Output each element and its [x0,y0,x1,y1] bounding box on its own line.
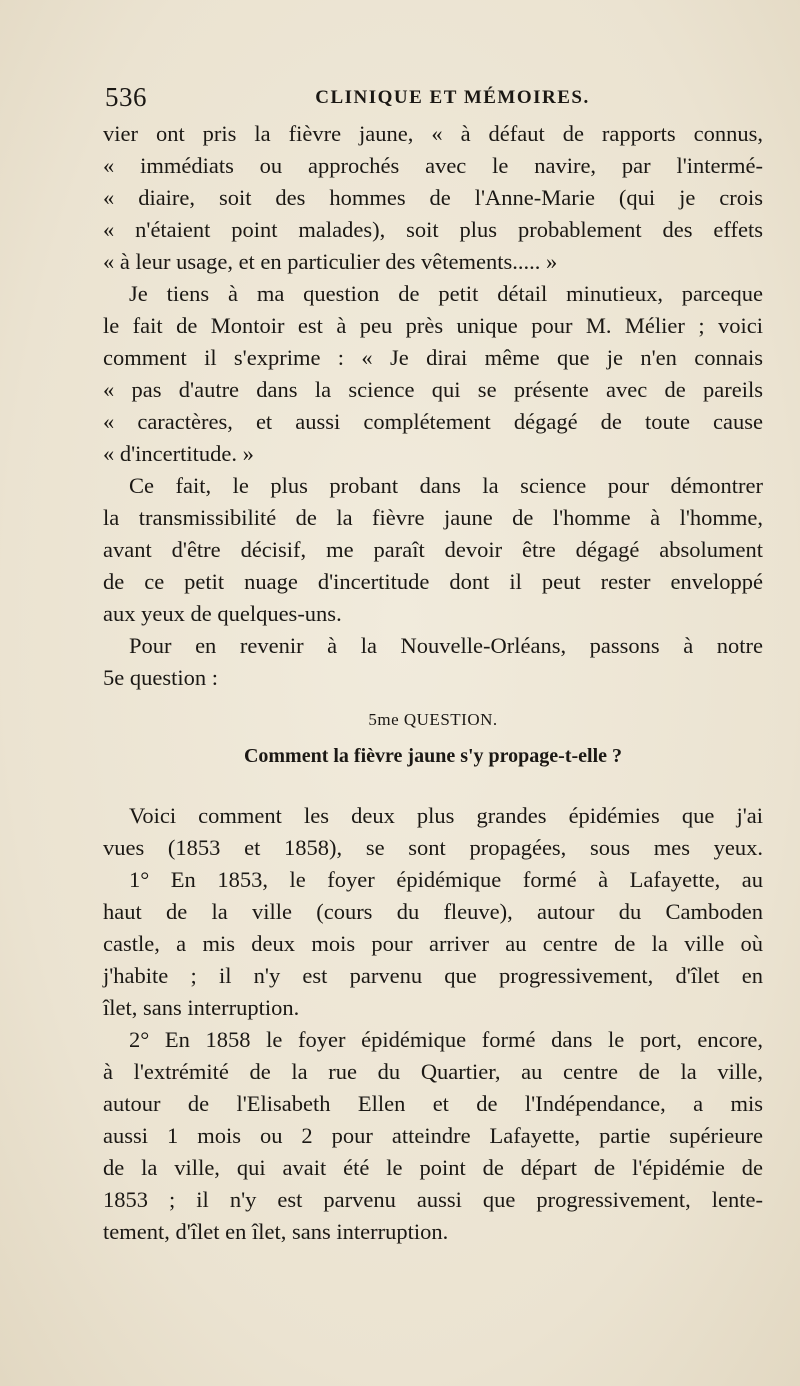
text-line: comment il s'exprime : « Je dirai même que je n'en connais [103,345,763,370]
text-line: autour de l'Elisabeth Ellen et de l'Indépendance, a mis [103,1091,763,1116]
text-line: îlet, sans interruption. [103,995,300,1020]
text-line: 5e question : [103,665,218,690]
text-line: de la ville, qui avait été le point de départ de l'épidémie de [103,1155,763,1180]
text-line: tement, d'îlet en îlet, sans interruption. [103,1219,449,1244]
question-title: Comment la fièvre jaune s'y propage-t-elle ? [243,745,623,767]
paragraph-start: Voici comment les deux plus grandes épidémies que j'ai [129,803,763,828]
text-line: vues (1853 et 1858), se sont propagées, sous mes yeux. [103,835,763,860]
text-line: « caractères, et aussi complétement dégagé de toute cause [103,409,763,434]
page-number: 536 [105,82,147,112]
page-header [105,82,760,116]
text-line: avant d'être décisif, me paraît devoir être dégagé absolument [103,537,763,562]
text-line: castle, a mis deux mois pour arriver au centre de la ville où [103,931,763,956]
paragraph-start: 2° En 1858 le foyer épidémique formé dans le port, encore, [129,1027,763,1052]
text-line: « à leur usage, et en particulier des vêtements..... » [103,249,558,274]
text-line: le fait de Montoir est à peu près unique pour M. Mélier ; voici [103,313,763,338]
text-line: 1853 ; il n'y est parvenu aussi que progressivement, lente- [103,1187,763,1212]
text-line: de ce petit nuage d'incertitude dont il peut rester enveloppé [103,569,763,594]
text-line: « pas d'autre dans la science qui se présente avec de pareils [103,377,763,402]
text-line: aux yeux de quelques-uns. [103,601,342,626]
text-line: à l'extrémité de la rue du Quartier, au centre de la ville, [103,1059,763,1084]
paragraph-start: Je tiens à ma question de petit détail minutieux, parceque [129,281,763,306]
text-line: vier ont pris la fièvre jaune, « à défaut de rapports connus, [103,121,763,146]
text-line: la transmissibilité de la fièvre jaune de l'homme à l'homme, [103,505,763,530]
text-line: aussi 1 mois ou 2 pour atteindre Lafayette, partie supérieure [103,1123,763,1148]
text-line: « immédiats ou approchés avec le navire, par l'intermé- [103,153,763,178]
text-line: « d'incertitude. » [103,441,254,466]
question-heading: 5me QUESTION. [368,710,498,729]
running-title: CLINIQUE ET MÉMOIRES. [315,87,590,108]
text-line: « n'étaient point malades), soit plus probablement des effets [103,217,763,242]
paragraph-start: Ce fait, le plus probant dans la science pour démontrer [129,473,763,498]
paragraph-start: Pour en revenir à la Nouvelle-Orléans, passons à notre [129,633,763,658]
text-line: « diaire, soit des hommes de l'Anne-Marie (qui je crois [103,185,763,210]
text-line: j'habite ; il n'y est parvenu que progressivement, d'îlet en [103,963,763,988]
text-line: haut de la ville (cours du fleuve), autour du Camboden [103,899,763,924]
paragraph-start: 1° En 1853, le foyer épidémique formé à Lafayette, au [129,867,763,892]
